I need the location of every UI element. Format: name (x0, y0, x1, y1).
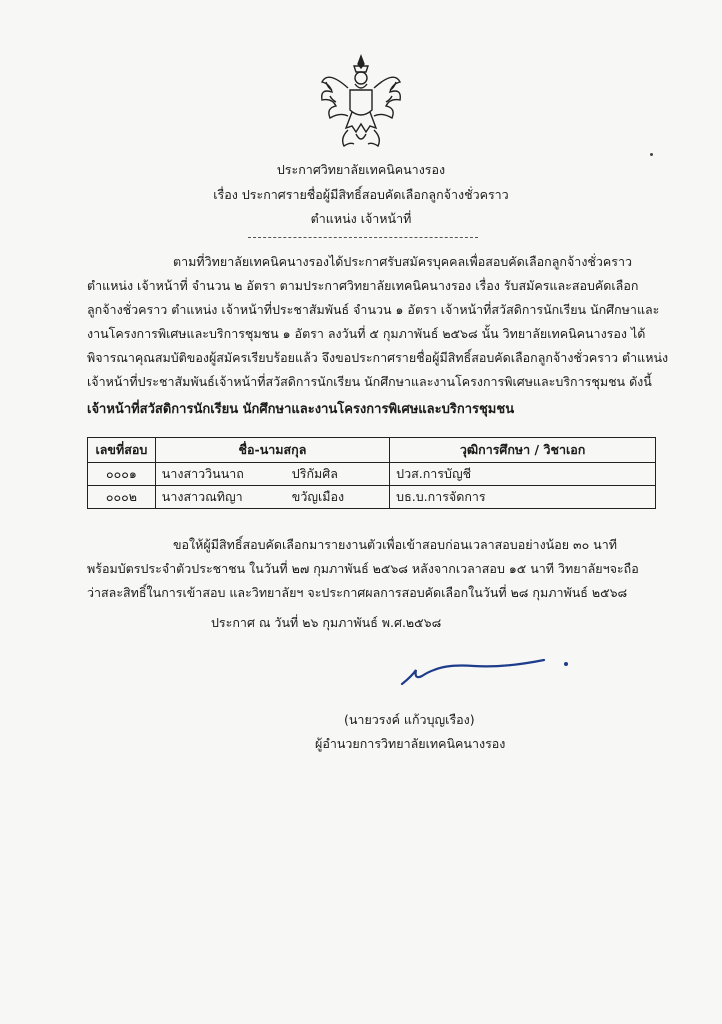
col-header-education: วุฒิการศึกษา / วิชาเอก (390, 438, 656, 463)
table-row (88, 486, 656, 509)
table-header-row (88, 438, 656, 463)
closing-line-1: ขอให้ผู้มีสิทธิ์สอบคัดเลือกมารายงานตัวเพื่อเข้าสอบก่อนเวลาสอบอย่างน้อย ๓๐ นาที (173, 537, 617, 552)
announcement-position: ตำแหน่ง เจ้าหน้าที่ (310, 211, 412, 226)
scan-speck (650, 153, 653, 156)
garuda-emblem (318, 52, 404, 150)
intro-line-3: ลูกจ้างชั่วคราว ตำแหน่ง เจ้าหน้าที่ประชาสัมพันธ์ จำนวน ๑ อัตรา เจ้าหน้าที่สวัสดิการนักเรียน นักศึกษาและ (87, 302, 660, 317)
education: บธ.บ.การจัดการ (390, 486, 656, 509)
signer-title: ผู้อำนวยการวิทยาลัยเทคนิคนางรอง (315, 736, 506, 751)
exam-no: ๐๐๐๑ (88, 463, 156, 486)
candidate-name (155, 486, 389, 509)
last-name: ปริกัมศิล (291, 466, 338, 481)
header-divider (248, 237, 478, 238)
first-name: นางสาววินนาถ (161, 466, 244, 481)
signature (398, 658, 578, 692)
closing-line-3: ว่าสละสิทธิ์ในการเข้าสอบ และวิทยาลัยฯ จะประกาศผลการสอบคัดเลือกในวันที่ ๒๘ กุมภาพันธ์ ๒๕๖๘ (87, 585, 628, 600)
exam-no: ๐๐๐๒ (88, 486, 156, 509)
closing-line-2: พร้อมบัตรประจำตัวประชาชน ในวันที่ ๒๗ กุมภาพันธ์ ๒๕๖๘ หลังจากเวลาสอบ ๑๕ นาที วิทยาลัยฯจะถือ (87, 561, 639, 576)
candidate-table (87, 437, 656, 509)
col-header-exam-no: เลขที่สอบ (88, 438, 156, 463)
last-name: ขวัญเมือง (291, 489, 345, 504)
intro-line-5: พิจารณาคุณสมบัติของผู้สมัครเรียบร้อยแล้ว จึงขอประกาศรายชื่อผู้มีสิทธิ์สอบคัดเลือกลูกจ้างชั่วคราว ตำแหน่ง (87, 350, 669, 365)
intro-line-1: ตามที่วิทยาลัยเทคนิคนางรองได้ประกาศรับสมัครบุคคลเพื่อสอบคัดเลือกลูกจ้างชั่วคราว (173, 254, 633, 269)
col-header-name: ชื่อ-นามสกุล (155, 438, 389, 463)
section-title: เจ้าหน้าที่สวัสดิการนักเรียน นักศึกษาและงานโครงการพิเศษและบริการชุมชน (87, 402, 515, 417)
education: ปวส.การบัญชี (390, 463, 656, 486)
table-row (88, 463, 656, 486)
announcement-date: ประกาศ ณ วันที่ ๒๖ กุมภาพันธ์ พ.ศ.๒๕๖๘ (211, 615, 442, 630)
intro-line-2: ตำแหน่ง เจ้าหน้าที่ จำนวน ๒ อัตรา ตามประกาศวิทยาลัยเทคนิคนางรอง เรื่อง รับสมัครและสอบคัดเลือก (87, 278, 639, 293)
signer-name: (นายวรงค์ แก้วบุญเรือง) (344, 712, 475, 727)
intro-line-6: เจ้าหน้าที่ประชาสัมพันธ์เจ้าหน้าที่สวัสดิการนักเรียน นักศึกษาและงานโครงการพิเศษและบริการชุมชน ดังนี้ (87, 374, 652, 389)
candidate-name (155, 463, 389, 486)
announcement-subject: เรื่อง ประกาศรายชื่อผู้มีสิทธิ์สอบคัดเลือกลูกจ้างชั่วคราว (213, 187, 509, 202)
intro-line-4: งานโครงการพิเศษและบริการชุมชน ๑ อัตรา ลงวันที่ ๕ กุมภาพันธ์ ๒๕๖๘ นั้น วิทยาลัยเทคนิคนางรอง ได้ (87, 326, 646, 341)
first-name: นางสาวณทิญา (161, 489, 243, 504)
announcement-title: ประกาศวิทยาลัยเทคนิคนางรอง (276, 162, 446, 177)
